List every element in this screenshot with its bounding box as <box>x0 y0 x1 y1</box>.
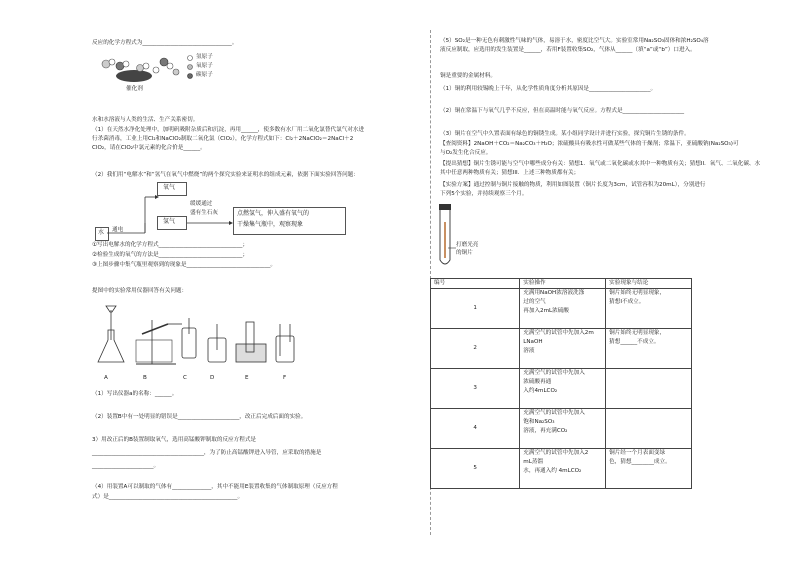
table-row <box>431 369 692 409</box>
experiment-operation <box>520 369 606 409</box>
experiment-operation <box>520 329 606 369</box>
header-result: 实验现象与结论 <box>606 279 692 289</box>
apparatus-section-title: 提图中的实验常用仪器回答有关问题： <box>92 288 188 294</box>
catalyst-reaction-diagram <box>94 52 234 100</box>
operation-line: 过的空气 <box>523 299 546 305</box>
combustion-result-line1: 点燃氢气，伸入盛有氧气的 <box>237 210 310 217</box>
apparatus-q3-line3: ______________________。 <box>92 463 160 469</box>
copper-hypothesis-line2: 其中任意两种物质有关；猜想III．上述三种物质都有关； <box>440 170 580 176</box>
lab-apparatus-diagram <box>96 300 306 372</box>
experiment-table <box>430 278 692 489</box>
apparatus-label-c: C <box>183 375 187 381</box>
legend-carbon: 碳原子 <box>196 72 213 78</box>
experiment-result <box>606 409 692 449</box>
copper-q1: （1）铜的利用较锡晚上千年，从化学性质角度分析其原因是______________________。 <box>440 86 657 92</box>
table-row <box>431 289 692 329</box>
apparatus-q1: （1）写出仪器a的名称：______。 <box>92 391 178 397</box>
result-line: 铜片经一个月表面变绿 <box>609 450 666 456</box>
copper-plan-line1: 【实验方案】通过控制与铜片接触的物质，利用如图装置（铜片长度为3cm，试管容积为20mL），分别进行 <box>440 182 706 188</box>
apparatus-label-b: B <box>143 375 147 381</box>
hydrogen-box-label: 氢气 <box>163 218 176 225</box>
header-number: 编号 <box>431 279 520 289</box>
apparatus-q4-line2: 式）是______________________________________________。 <box>92 494 244 500</box>
water-box-label: 水 <box>98 229 105 236</box>
operation-line: 溶液 <box>523 348 535 354</box>
oxygen-box-label: 氧气 <box>163 184 176 191</box>
operation-line: LNaOH <box>523 339 543 345</box>
combustion-result-line2: 干燥集气瓶中，观察现象 <box>237 221 304 228</box>
copper-plan-line2: 下列5个实验，并持续观察三个月。 <box>440 191 528 197</box>
table-row <box>431 409 692 449</box>
apparatus-label-d: D <box>210 375 215 381</box>
experiment-operation <box>520 289 606 329</box>
water-sub3: ③上图步骤中集气瓶里观察到的现象是______________________________。 <box>92 262 277 268</box>
apparatus-q3-line2: ________________________________________，为了防止高锰酸钾进入导管，应采取的措施是 <box>92 450 322 456</box>
apparatus-q4-line1: （4）用装置A可以制取的气体有______________，其中不能用E装置收集的气体制取原理（反应方程 <box>92 484 338 490</box>
operation-line: 饱和Na₂SO₃ <box>523 419 555 425</box>
operation-line: 溶液，再充满CO₂ <box>523 428 568 434</box>
copper-strip-label-2: 的铜片 <box>456 250 473 256</box>
water-sub1: ①写出电解水的化学方程式______________________________； <box>92 242 249 248</box>
table-row <box>431 449 692 489</box>
so2-q5-line1: （5）SO₂是一种无色有刺激性气味的气体，易溶于水，密度比空气大。实验室常用Na₂SO₃固体和浓H₂SO₄溶 <box>440 38 709 44</box>
apparatus-q3-line1: 3）用改正后的B装置制取氧气，选用高锰酸钾制取的反应方程式是 <box>92 437 257 443</box>
test-tube-diagram <box>436 204 466 270</box>
operation-line: 浓硫酸再通 <box>523 379 552 385</box>
operation-line: 充满空气的试管中先加入 <box>523 370 585 376</box>
drying-label-1: 缓缓通过 <box>190 201 213 207</box>
water-q1-line1: （1）在天然水净化处理中，加明矾吸附杂质后和沉淀，再用______，使多数有水厂用二氧化氯替代氯气对水进 <box>92 127 365 133</box>
copper-section-title: 铜是重要的金属材料。 <box>440 73 496 79</box>
legend-hydrogen: 氢原子 <box>196 54 213 60</box>
experiment-result <box>606 329 692 369</box>
copper-strip-label-1: 打磨光亮 <box>456 242 479 248</box>
legend-oxygen: 氧原子 <box>196 63 213 69</box>
water-sub2: ②检验生成的氧气的方法是______________________________； <box>92 252 249 258</box>
operation-line: 水，再通入约 4mLCO₂ <box>523 468 582 474</box>
operation-line: 再加入2mL浓硫酸 <box>523 308 569 314</box>
operation-line: mL蒸馏 <box>523 459 544 465</box>
water-q2-text: （2）我们用“电解水”和“氢气在氧气中燃烧”的两个探究实验来证明水的组成元素，依据下面实验回答问题： <box>92 172 359 178</box>
experiment-number: 4 <box>431 409 520 449</box>
experiment-operation <box>520 449 606 489</box>
experiment-number: 5 <box>431 449 520 489</box>
apparatus-label-a: A <box>104 375 108 381</box>
result-line: 铜片始终无明显现象， <box>609 290 666 296</box>
apparatus-q2: （2）装置B中有一处明显的错误是______________________，改正后完成后面的实验。 <box>92 414 307 420</box>
experiment-result <box>606 369 692 409</box>
water-section-title: 水和水溶液与人类的生活、生产关系密切。 <box>92 117 199 123</box>
operation-line: 充满空气的试管中先加入 <box>523 410 585 416</box>
drying-label-2: 盛有生石灰 <box>190 210 218 216</box>
result-line: 铜片始终无明显现象， <box>609 330 666 336</box>
water-q1-line3: ClO₂，请在ClO₂中氯元素的化合价是______。 <box>92 145 206 151</box>
experiment-number: 3 <box>431 369 520 409</box>
table-header-row <box>431 279 692 289</box>
water-q1-line2: 行杀菌消毒，工业上用Cl₂和NaClO₂制取二氧化氯（ClO₂），化学方程式如下：Cl₂＋2NaClO₂＝2NaCl＋2 <box>92 136 354 142</box>
experiment-number: 2 <box>431 329 520 369</box>
operation-line: 充满空气的试管中先加入2m <box>523 330 594 336</box>
experiment-result <box>606 289 692 329</box>
catalyst-label: 催化剂 <box>126 86 143 92</box>
experiment-number: 1 <box>431 289 520 329</box>
header-operation: 实验操作 <box>520 279 606 289</box>
copper-info-line1: 【查阅资料】2NaOH＋CO₂＝Na₂CO₃＋H₂O；浓硫酸具有吸水性可做某些气体的干燥剂；常温下，亚硫酸钠(Na₂SO₃)可 <box>440 141 739 147</box>
apparatus-label-e: E <box>245 375 249 381</box>
operation-line: 充满用NaOH浓溶液洗涤 <box>523 290 585 296</box>
table-row <box>431 329 692 369</box>
result-line: 色，猜想________成立。 <box>609 459 671 465</box>
electrolysis-label: 通电 <box>112 227 124 233</box>
apparatus-label-f: F <box>283 375 287 381</box>
operation-line: 充满空气的试管中先加入2 <box>523 450 589 456</box>
copper-q2: （2）铜在常温下与氧气几乎不反应，但在高温时能与氧气反应。方程式是______________________ <box>440 108 685 114</box>
so2-q5-line2: 液反应制取，应选用的发生装置是______，若用F装置收集SO₂，气体从______（填“a”或“b”）口进入。 <box>440 47 696 53</box>
experiment-result <box>606 449 692 489</box>
copper-q3: （3）铜片在空气中久置表面有绿色的铜锈生成。某小组同学设计并进行实验，探究铜片生锈的条件。 <box>440 131 690 137</box>
experiment-operation <box>520 409 606 449</box>
operation-line: 入约4mLCO₂ <box>523 388 558 394</box>
copper-hypothesis-line1: 【提出猜想】铜片生锈可能与空气中哪些成分有关：猜想1．氧气或二氧化碳或水其中一种物质有关；猜想II．氧气、二氧化碳、水 <box>440 161 761 167</box>
result-line: 猜想______不成立。 <box>609 339 660 345</box>
copper-info-line2: 与O₂发生化合反应。 <box>440 150 492 156</box>
reaction-question-text: 反应的化学方程式为________________________________。 <box>92 40 238 46</box>
result-line: 猜想I不成立。 <box>609 299 645 305</box>
